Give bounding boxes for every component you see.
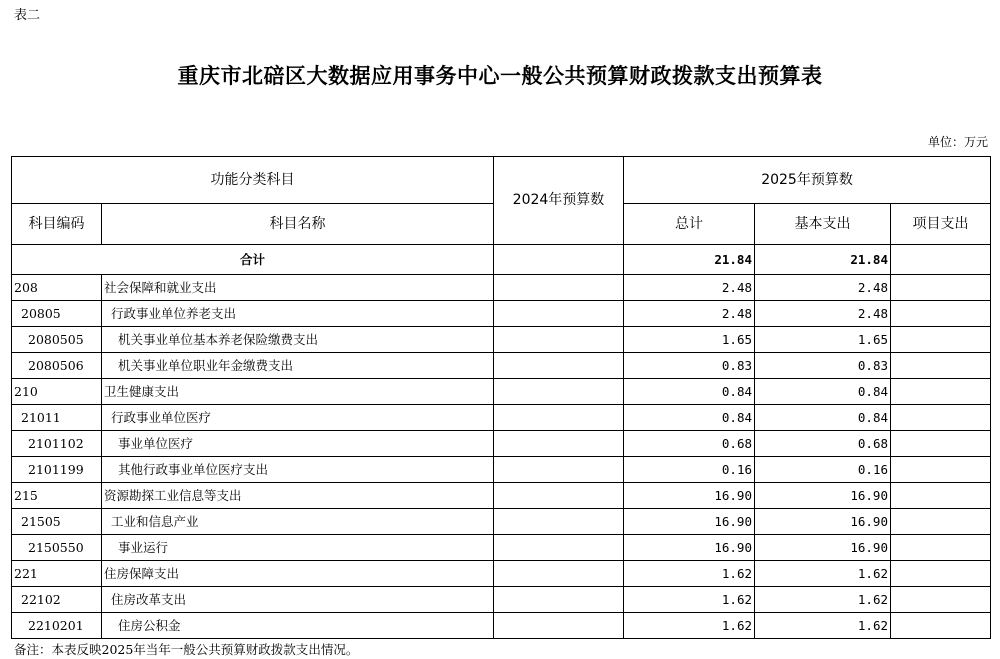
- basic-cell: 16.90: [755, 535, 891, 561]
- name-cell: 卫生健康支出: [102, 379, 494, 405]
- name-cell: 事业单位医疗: [102, 431, 494, 457]
- code-header: 科目编码: [12, 204, 102, 245]
- table-row: [12, 327, 991, 353]
- basic-header: 基本支出: [755, 204, 891, 245]
- total-project-cell: [891, 245, 991, 275]
- basic-cell: 0.68: [755, 431, 891, 457]
- prev-budget-cell: [494, 509, 624, 535]
- name-cell: 行政事业单位养老支出: [102, 301, 494, 327]
- prev-budget-cell: [494, 613, 624, 639]
- page-label: 表二: [14, 8, 41, 23]
- basic-cell: 0.16: [755, 457, 891, 483]
- name-cell: 工业和信息产业: [102, 509, 494, 535]
- name-header: 科目名称: [102, 204, 494, 245]
- code-cell: 21505: [12, 509, 102, 535]
- table-row: [12, 353, 991, 379]
- project-cell: [891, 353, 991, 379]
- prev-budget-cell: [494, 457, 624, 483]
- total-cell: 16.90: [624, 509, 755, 535]
- project-cell: [891, 457, 991, 483]
- total-cell: 16.90: [624, 535, 755, 561]
- budget-2025-header: 2025年预算数: [624, 157, 991, 204]
- table-row: [12, 509, 991, 535]
- code-cell: 21011: [12, 405, 102, 431]
- page-title: 重庆市北碚区大数据应用事务中心一般公共预算财政拨款支出预算表: [177, 63, 823, 88]
- prev-budget-cell: [494, 353, 624, 379]
- name-cell: 其他行政事业单位医疗支出: [102, 457, 494, 483]
- table-row: [12, 275, 991, 301]
- table-row: [12, 587, 991, 613]
- table-row: [12, 457, 991, 483]
- name-cell: 住房保障支出: [102, 561, 494, 587]
- project-header: 项目支出: [891, 204, 991, 245]
- budget-2024-header: 2024年预算数: [494, 157, 624, 245]
- prev-budget-cell: [494, 301, 624, 327]
- total-cell: 0.84: [624, 405, 755, 431]
- code-cell: 208: [12, 275, 102, 301]
- project-cell: [891, 613, 991, 639]
- total-cell: 1.62: [624, 587, 755, 613]
- prev-budget-cell: [494, 275, 624, 301]
- table-row: [12, 379, 991, 405]
- prev-budget-cell: [494, 431, 624, 457]
- total-cell: 1.62: [624, 613, 755, 639]
- basic-cell: 2.48: [755, 275, 891, 301]
- basic-cell: 1.62: [755, 613, 891, 639]
- total-cell: 1.65: [624, 327, 755, 353]
- project-cell: [891, 535, 991, 561]
- table-row: [12, 561, 991, 587]
- total-sum-cell: 21.84: [624, 245, 755, 275]
- name-cell: 行政事业单位医疗: [102, 405, 494, 431]
- project-cell: [891, 483, 991, 509]
- project-cell: [891, 587, 991, 613]
- name-cell: 社会保障和就业支出: [102, 275, 494, 301]
- code-cell: 2210201: [12, 613, 102, 639]
- basic-cell: 16.90: [755, 509, 891, 535]
- table-row: [12, 535, 991, 561]
- basic-cell: 1.62: [755, 561, 891, 587]
- prev-budget-cell: [494, 483, 624, 509]
- total-row: [12, 245, 991, 275]
- total-cell: 2.48: [624, 301, 755, 327]
- project-cell: [891, 379, 991, 405]
- total-cell: 0.83: [624, 353, 755, 379]
- code-cell: 2101199: [12, 457, 102, 483]
- project-cell: [891, 509, 991, 535]
- code-cell: 210: [12, 379, 102, 405]
- name-cell: 住房公积金: [102, 613, 494, 639]
- project-cell: [891, 301, 991, 327]
- project-cell: [891, 405, 991, 431]
- name-cell: 机关事业单位职业年金缴费支出: [102, 353, 494, 379]
- basic-cell: 16.90: [755, 483, 891, 509]
- code-cell: 2080505: [12, 327, 102, 353]
- code-cell: 215: [12, 483, 102, 509]
- total-cell: 16.90: [624, 483, 755, 509]
- project-cell: [891, 327, 991, 353]
- project-cell: [891, 431, 991, 457]
- total-cell: 0.68: [624, 431, 755, 457]
- code-cell: 20805: [12, 301, 102, 327]
- name-cell: 事业运行: [102, 535, 494, 561]
- basic-cell: 0.84: [755, 379, 891, 405]
- prev-budget-cell: [494, 587, 624, 613]
- table-row: [12, 483, 991, 509]
- total-header: 总计: [624, 204, 755, 245]
- table-row: [12, 431, 991, 457]
- name-cell: 住房改革支出: [102, 587, 494, 613]
- project-cell: [891, 275, 991, 301]
- table-row: [12, 613, 991, 639]
- basic-cell: 1.62: [755, 587, 891, 613]
- budget-table: [11, 156, 991, 639]
- total-cell: 0.84: [624, 379, 755, 405]
- function-class-header: 功能分类科目: [12, 157, 494, 204]
- basic-cell: 1.65: [755, 327, 891, 353]
- prev-budget-cell: [494, 535, 624, 561]
- prev-budget-cell: [494, 405, 624, 431]
- project-cell: [891, 561, 991, 587]
- prev-budget-cell: [494, 379, 624, 405]
- total-basic-cell: 21.84: [755, 245, 891, 275]
- total-2024-cell: [494, 245, 624, 275]
- prev-budget-cell: [494, 561, 624, 587]
- basic-cell: 0.84: [755, 405, 891, 431]
- footnote: 备注：本表反映2025年当年一般公共预算财政拨款支出情况。: [14, 642, 359, 657]
- name-cell: 资源勘探工业信息等支出: [102, 483, 494, 509]
- code-cell: 2150550: [12, 535, 102, 561]
- total-cell: 2.48: [624, 275, 755, 301]
- basic-cell: 0.83: [755, 353, 891, 379]
- total-cell: 1.62: [624, 561, 755, 587]
- prev-budget-cell: [494, 327, 624, 353]
- total-cell: 0.16: [624, 457, 755, 483]
- table-row: [12, 405, 991, 431]
- code-cell: 221: [12, 561, 102, 587]
- basic-cell: 2.48: [755, 301, 891, 327]
- code-cell: 22102: [12, 587, 102, 613]
- table-row: [12, 301, 991, 327]
- code-cell: 2101102: [12, 431, 102, 457]
- code-cell: 2080506: [12, 353, 102, 379]
- name-cell: 机关事业单位基本养老保险缴费支出: [102, 327, 494, 353]
- total-label: 合计: [12, 245, 494, 275]
- unit-label: 单位：万元: [927, 135, 988, 149]
